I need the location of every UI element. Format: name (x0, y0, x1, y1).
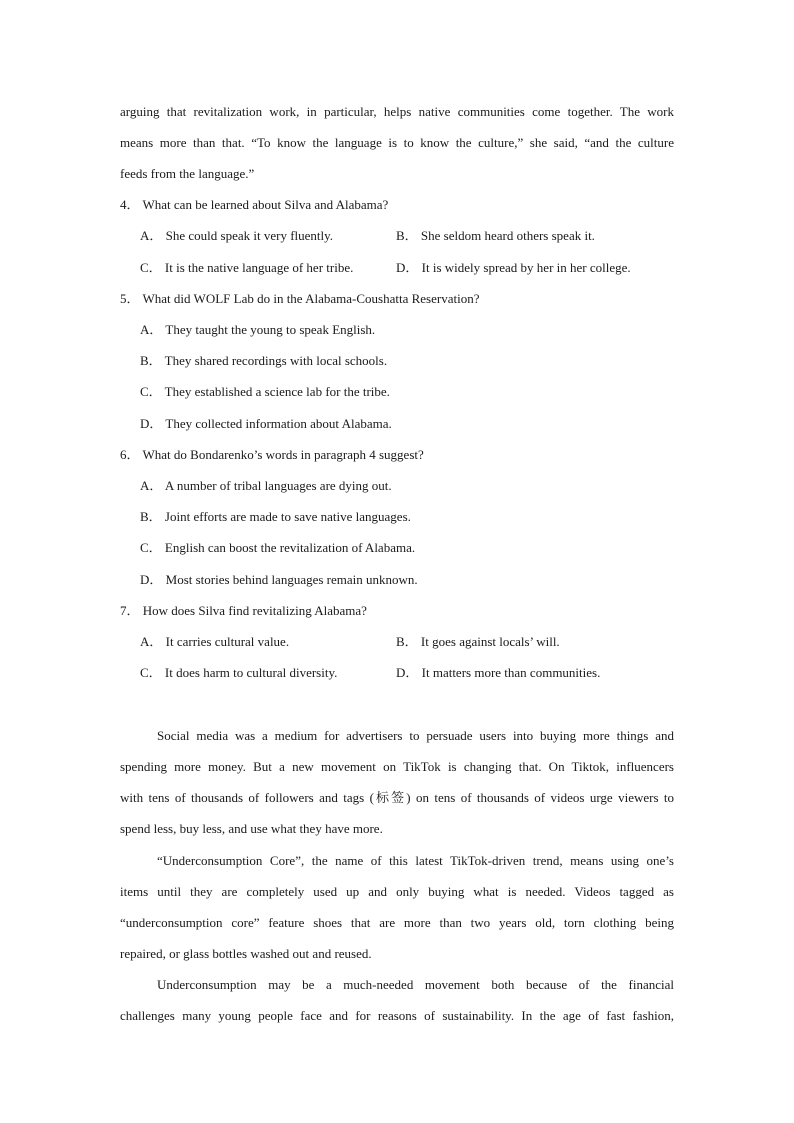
passage-line: feeds from the language.” (120, 166, 255, 181)
passage-line: means more than that. “To know the language is to know the culture,” she said, “and the culture (120, 135, 674, 150)
question-6-option-d: D． Most stories behind languages remain unknown. (140, 572, 418, 587)
paragraph-2-line: “Underconsumption Core”, the name of this latest TikTok-driven trend, means using one’s (157, 853, 674, 868)
question-4-option-d: D． It is widely spread by her in her college. (396, 260, 631, 275)
paragraph-3-line: challenges many young people face and for reasons of sustainability. In the age of fast fashion, (120, 1008, 674, 1023)
question-7-option-c: C． It does harm to cultural diversity. (140, 665, 338, 680)
question-5-stem: 5． What did WOLF Lab do in the Alabama-Coushatta Reservation? (120, 291, 480, 306)
question-4-stem: 4． What can be learned about Silva and Alabama? (120, 197, 389, 212)
paragraph-1-line: spending more money. But a new movement on TikTok is changing that. On Tiktok, influencers (120, 759, 674, 774)
question-6-option-b: B． Joint efforts are made to save native languages. (140, 509, 411, 524)
question-5-option-d: D． They collected information about Alabama. (140, 416, 392, 431)
question-7-option-b: B． It goes against locals’ will. (396, 634, 560, 649)
question-7-option-a: A． It carries cultural value. (140, 634, 290, 649)
question-6-option-c: C． English can boost the revitalization of Alabama. (140, 540, 416, 555)
question-5-option-c: C． They established a science lab for the tribe. (140, 384, 390, 399)
question-6-option-a: A． A number of tribal languages are dying out. (140, 478, 392, 493)
question-4-option-b: B． She seldom heard others speak it. (396, 228, 595, 243)
paragraph-3-line: Underconsumption may be a much-needed movement both because of the financial (157, 977, 674, 992)
question-7-stem: 7． How does Silva find revitalizing Alabama? (120, 603, 367, 618)
question-7-option-d: D． It matters more than communities. (396, 665, 601, 680)
paragraph-1-line: Social media was a medium for advertisers to persuade users into buying more things and (157, 728, 674, 743)
paragraph-1-line: spend less, buy less, and use what they have more. (120, 821, 383, 836)
question-5-option-a: A． They taught the young to speak English. (140, 322, 376, 337)
question-4-option-a: A． She could speak it very fluently. (140, 228, 334, 243)
paragraph-2-line: items until they are completely used up and only buying what is needed. Videos tagged as (120, 884, 674, 899)
passage-line: arguing that revitalization work, in particular, helps native communities come together. The work (120, 104, 674, 119)
paragraph-1-line: with tens of thousands of followers and tags (标签) on tens of thousands of videos urge viewers to (120, 790, 674, 805)
paragraph-2-line: “underconsumption core” feature shoes that are more than two years old, torn clothing being (120, 915, 674, 930)
question-5-option-b: B． They shared recordings with local schools. (140, 353, 388, 368)
question-4-option-c: C． It is the native language of her tribe. (140, 260, 354, 275)
question-6-stem: 6． What do Bondarenko’s words in paragraph 4 suggest? (120, 447, 424, 462)
paragraph-2-line: repaired, or glass bottles washed out and reused. (120, 946, 372, 961)
